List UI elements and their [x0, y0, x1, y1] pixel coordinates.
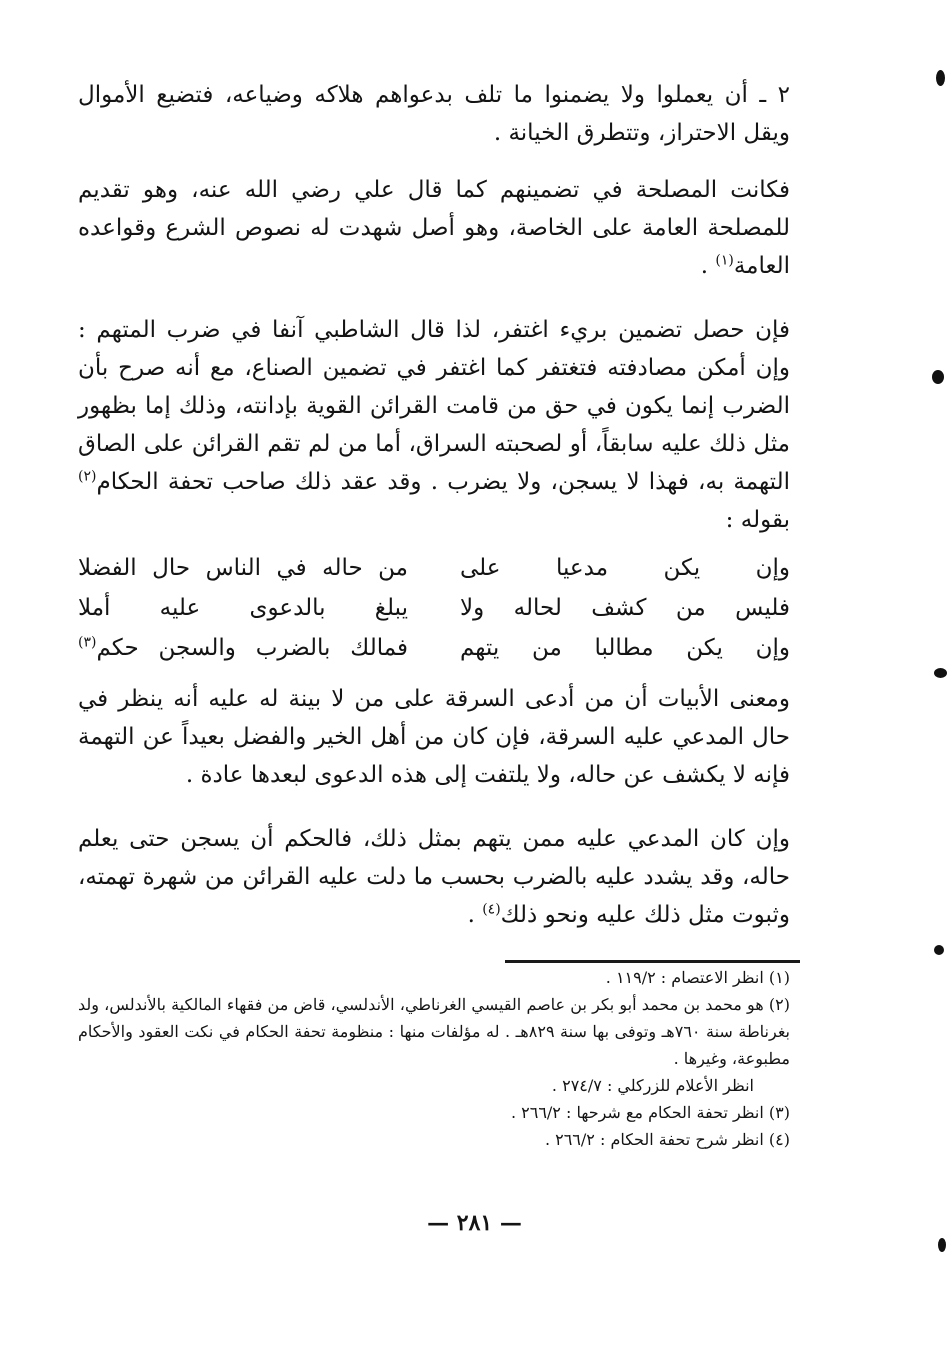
verse-3-second-half: فمالك بالضرب والسجن حكم: [96, 635, 408, 661]
paragraph-2-text: فكانت المصلحة في تضمينهم كما قال علي رضي الله عنه، وهو تقديم للمصلحة العامة على الخاصة، وهو أصل شهدت له نصوص الشرع وقواعده العامة: [78, 177, 790, 279]
paragraph-2-end: .: [700, 253, 709, 279]
paragraph-3-text: فإن حصل تضمين بريء اغتفر، لذا قال الشاطبي آنفا في ضرب المتهم : وإن أمكن مصادفته فتغتفر كما اغتفر في تضمين الصناع، مع أنه صرح بأن الضرب إنما يكون في حق من قامت القرائن القوية بإدانته، وذلك إما بظهور مثل ذلك عليه سابقاً، أو لصحبته السراق، أما من لم تقم القرائن على الصاق التهمة به، فهذا لا يسجن، ولا يضرب . وقد عقد ذلك صاحب تحفة الحكام: [78, 317, 790, 495]
scan-mark: [932, 370, 944, 384]
scan-mark: [936, 70, 945, 86]
page-number: — ٢٨١ —: [427, 1210, 522, 1236]
footnote-ref-4: (٤): [482, 901, 501, 918]
footnote-2: (٢) هو محمد بن محمد أبو بكر بن عاصم القيسي الغرناطي، الأندلسي، قاض من فقهاء المالكية بالأندلس، ولد بغرناطة سنة ٧٦٠هـ وتوفى بها سنة ٨٢٩هـ . له مؤلفات منها : منظومة تحفة الحكام في نكت العقود والأحكام مطبوعة، وغيرها .: [78, 995, 791, 1068]
paragraph-5-end: .: [467, 902, 475, 928]
footnote-2-reference: انظر الأعلام للزركلي : ٢٧٤/٧ .: [551, 1076, 754, 1095]
footnotes: [78, 964, 790, 1153]
paragraph-1: [78, 76, 790, 152]
verse-2-second-half: يبلغ بالدعوى عليه أملا: [78, 595, 408, 621]
scan-mark: [938, 1238, 946, 1252]
footnote-separator: [505, 960, 800, 963]
poem-verse: [78, 628, 790, 668]
paragraph-1-text: ٢ ـ أن يعملوا ولا يضمنوا ما تلف بدعواهم هلاكه وضياعه، فتضيع الأموال ويقل الاحتراز، وتتطرق الخيانة .: [78, 82, 790, 146]
footnote-3: (٣) انظر تحفة الحكام مع شرحها : ٢٦٦/٢ .: [510, 1103, 790, 1122]
scan-mark: [934, 945, 944, 955]
paragraph-4: [78, 680, 790, 794]
paragraph-3-tail: بقوله :: [725, 507, 790, 533]
scan-mark: [934, 668, 947, 678]
paragraph-5-text: وإن كان المدعي عليه ممن يتهم بمثل ذلك، فالحكم أن يسجن حتى يعلم حاله، وقد يشدد عليه بالضرب بحسب ما دلت عليه القرائن من شهرة تهمته، وثبوت مثل ذلك عليه ونحو ذلك: [78, 826, 790, 928]
paragraph-2: [78, 171, 790, 285]
verse-3-first-half: وإن يكن مطالبا من يتهم: [460, 635, 790, 661]
verse-3-second-half-wrap: [78, 628, 408, 668]
paragraph-5: [78, 820, 790, 934]
paragraph-4-text: ومعنى الأبيات أن من أدعى السرقة على من لا بينة له عليه أنه ينظر في حال المدعي عليه السرقة، فإن كان من أهل الخير والفضل بعيداً عن التهمة فإنه لا يكشف عن حاله، ولا يلتفت إلى هذه الدعوى لبعدها عادة .: [78, 686, 790, 788]
verse-1-first-half: وإن يكن مدعيا على: [460, 555, 790, 581]
poem-verse: [78, 548, 790, 588]
footnote-ref-1: (١): [715, 252, 734, 269]
footnote-ref-2: (٢): [78, 468, 97, 485]
footnote-ref-3: (٣): [78, 634, 97, 651]
verse-1-second-half: من حاله في الناس حال الفضلا: [78, 555, 408, 581]
poem-verse: [78, 588, 790, 628]
footnote-4: (٤) انظر شرح تحفة الحكام : ٢٦٦/٢ .: [544, 1130, 790, 1149]
footnote-1: (١) انظر الاعتصام : ١١٩/٢ .: [605, 968, 790, 987]
poem: [78, 548, 790, 668]
paragraph-3: [78, 311, 790, 539]
verse-2-first-half: فليس من كشف لحاله ولا: [460, 595, 790, 621]
